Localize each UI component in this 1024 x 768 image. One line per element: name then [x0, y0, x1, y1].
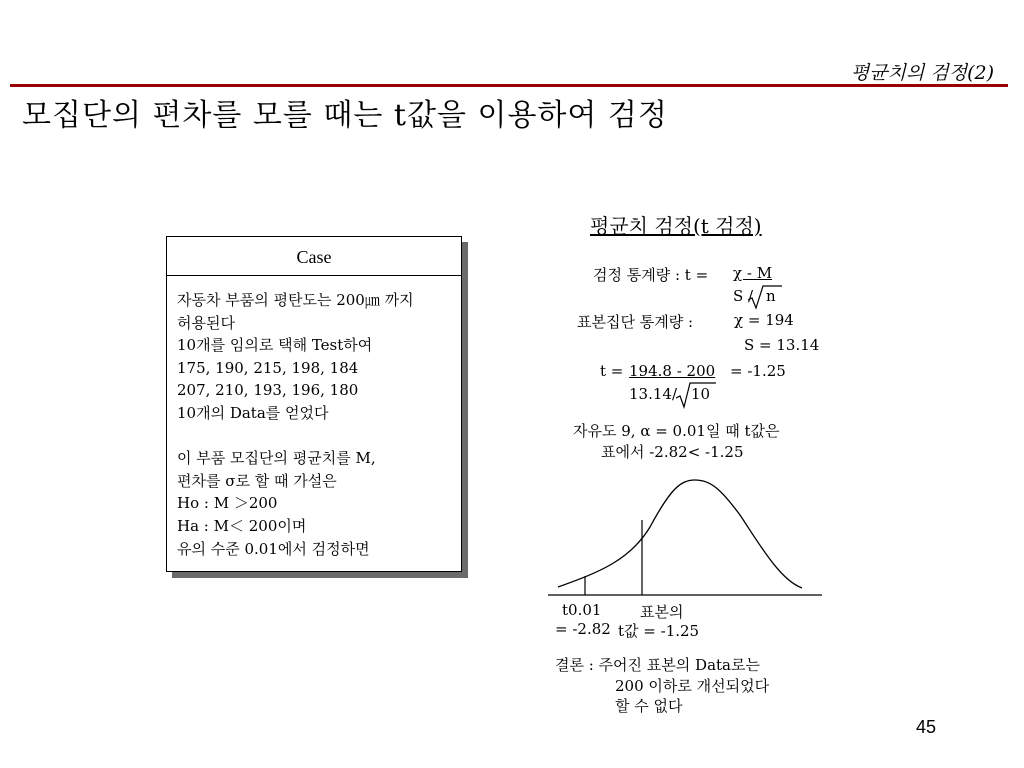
t-test-title: 평균치 검정(t 검정) [590, 214, 762, 238]
sample-statistic-label: 표본집단 통계량 : [577, 313, 694, 331]
conclusion-line-3: 할 수 없다 [615, 697, 683, 715]
case-line: 자동차 부품의 평탄도는 200㎛ 까지 [177, 291, 414, 309]
test-statistic-label: 검정 통계량 : t = [593, 266, 709, 284]
t-calc-prefix: t = [600, 362, 624, 380]
page-title: 모집단의 편차를 모를 때는 t값을 이용하여 검정 [22, 98, 668, 133]
test-statistic-denominator: S / [733, 287, 754, 305]
test-statistic-numerator: χ - M [733, 264, 773, 282]
case-box [166, 236, 462, 572]
case-title: Case [296, 247, 332, 267]
dof-line-1: 자유도 9, α = 0.01일 때 t값은 [573, 422, 780, 440]
case-line: 207, 210, 193, 196, 180 [177, 381, 359, 400]
case-line: Ho : M ＞200 [177, 494, 278, 513]
header-title: 평균치의 검정(2) [850, 62, 994, 84]
header-divider [10, 84, 1008, 87]
test-statistic-sqrt-n: n [766, 287, 776, 305]
case-line: 10개의 Data를 얻었다 [177, 403, 329, 422]
case-line: 10개를 임의로 택해 Test하여 [177, 336, 373, 355]
t-calc-result: = -1.25 [730, 362, 786, 380]
sample-mean: χ = 194 [734, 311, 794, 329]
sample-t-label: 표본의 [640, 603, 684, 621]
case-line: 175, 190, 215, 198, 184 [177, 358, 359, 377]
sample-t-value: t값 = -1.25 [618, 622, 700, 640]
sqrt-symbol-icon [674, 381, 718, 409]
case-line: 이 부품 모집단의 평균치를 M, [177, 449, 376, 468]
critical-t-label: t0.01 [562, 601, 602, 619]
case-line: 편차를 σ로 할 때 가설은 [177, 471, 337, 490]
sample-std-dev: S = 13.14 [744, 336, 820, 354]
sqrt-symbol-icon [746, 284, 784, 310]
t-calc-sqrt-n: 10 [691, 385, 711, 403]
t-calc-numerator: 194.8 - 200 [629, 362, 716, 380]
critical-t-value: = -2.82 [555, 620, 611, 638]
case-line: 유의 수준 0.01에서 검정하면 [177, 539, 370, 558]
t-calc-denominator: 13.14/ [629, 385, 677, 403]
page-number: 45 [916, 717, 937, 737]
case-title-divider [167, 275, 461, 276]
case-line [177, 425, 414, 448]
dof-line-2: 표에서 -2.82< -1.25 [601, 443, 744, 461]
case-line: Ha : M＜ 200이며 [177, 516, 307, 535]
curve-line [558, 480, 802, 588]
case-line: 허용된다 [177, 313, 235, 332]
case-text [177, 289, 414, 560]
conclusion-line-2: 200 이하로 개선되었다 [615, 677, 770, 695]
t-distribution-curve [540, 470, 830, 610]
conclusion-line-1: 결론 : 주어진 표본의 Data로는 [555, 656, 760, 674]
